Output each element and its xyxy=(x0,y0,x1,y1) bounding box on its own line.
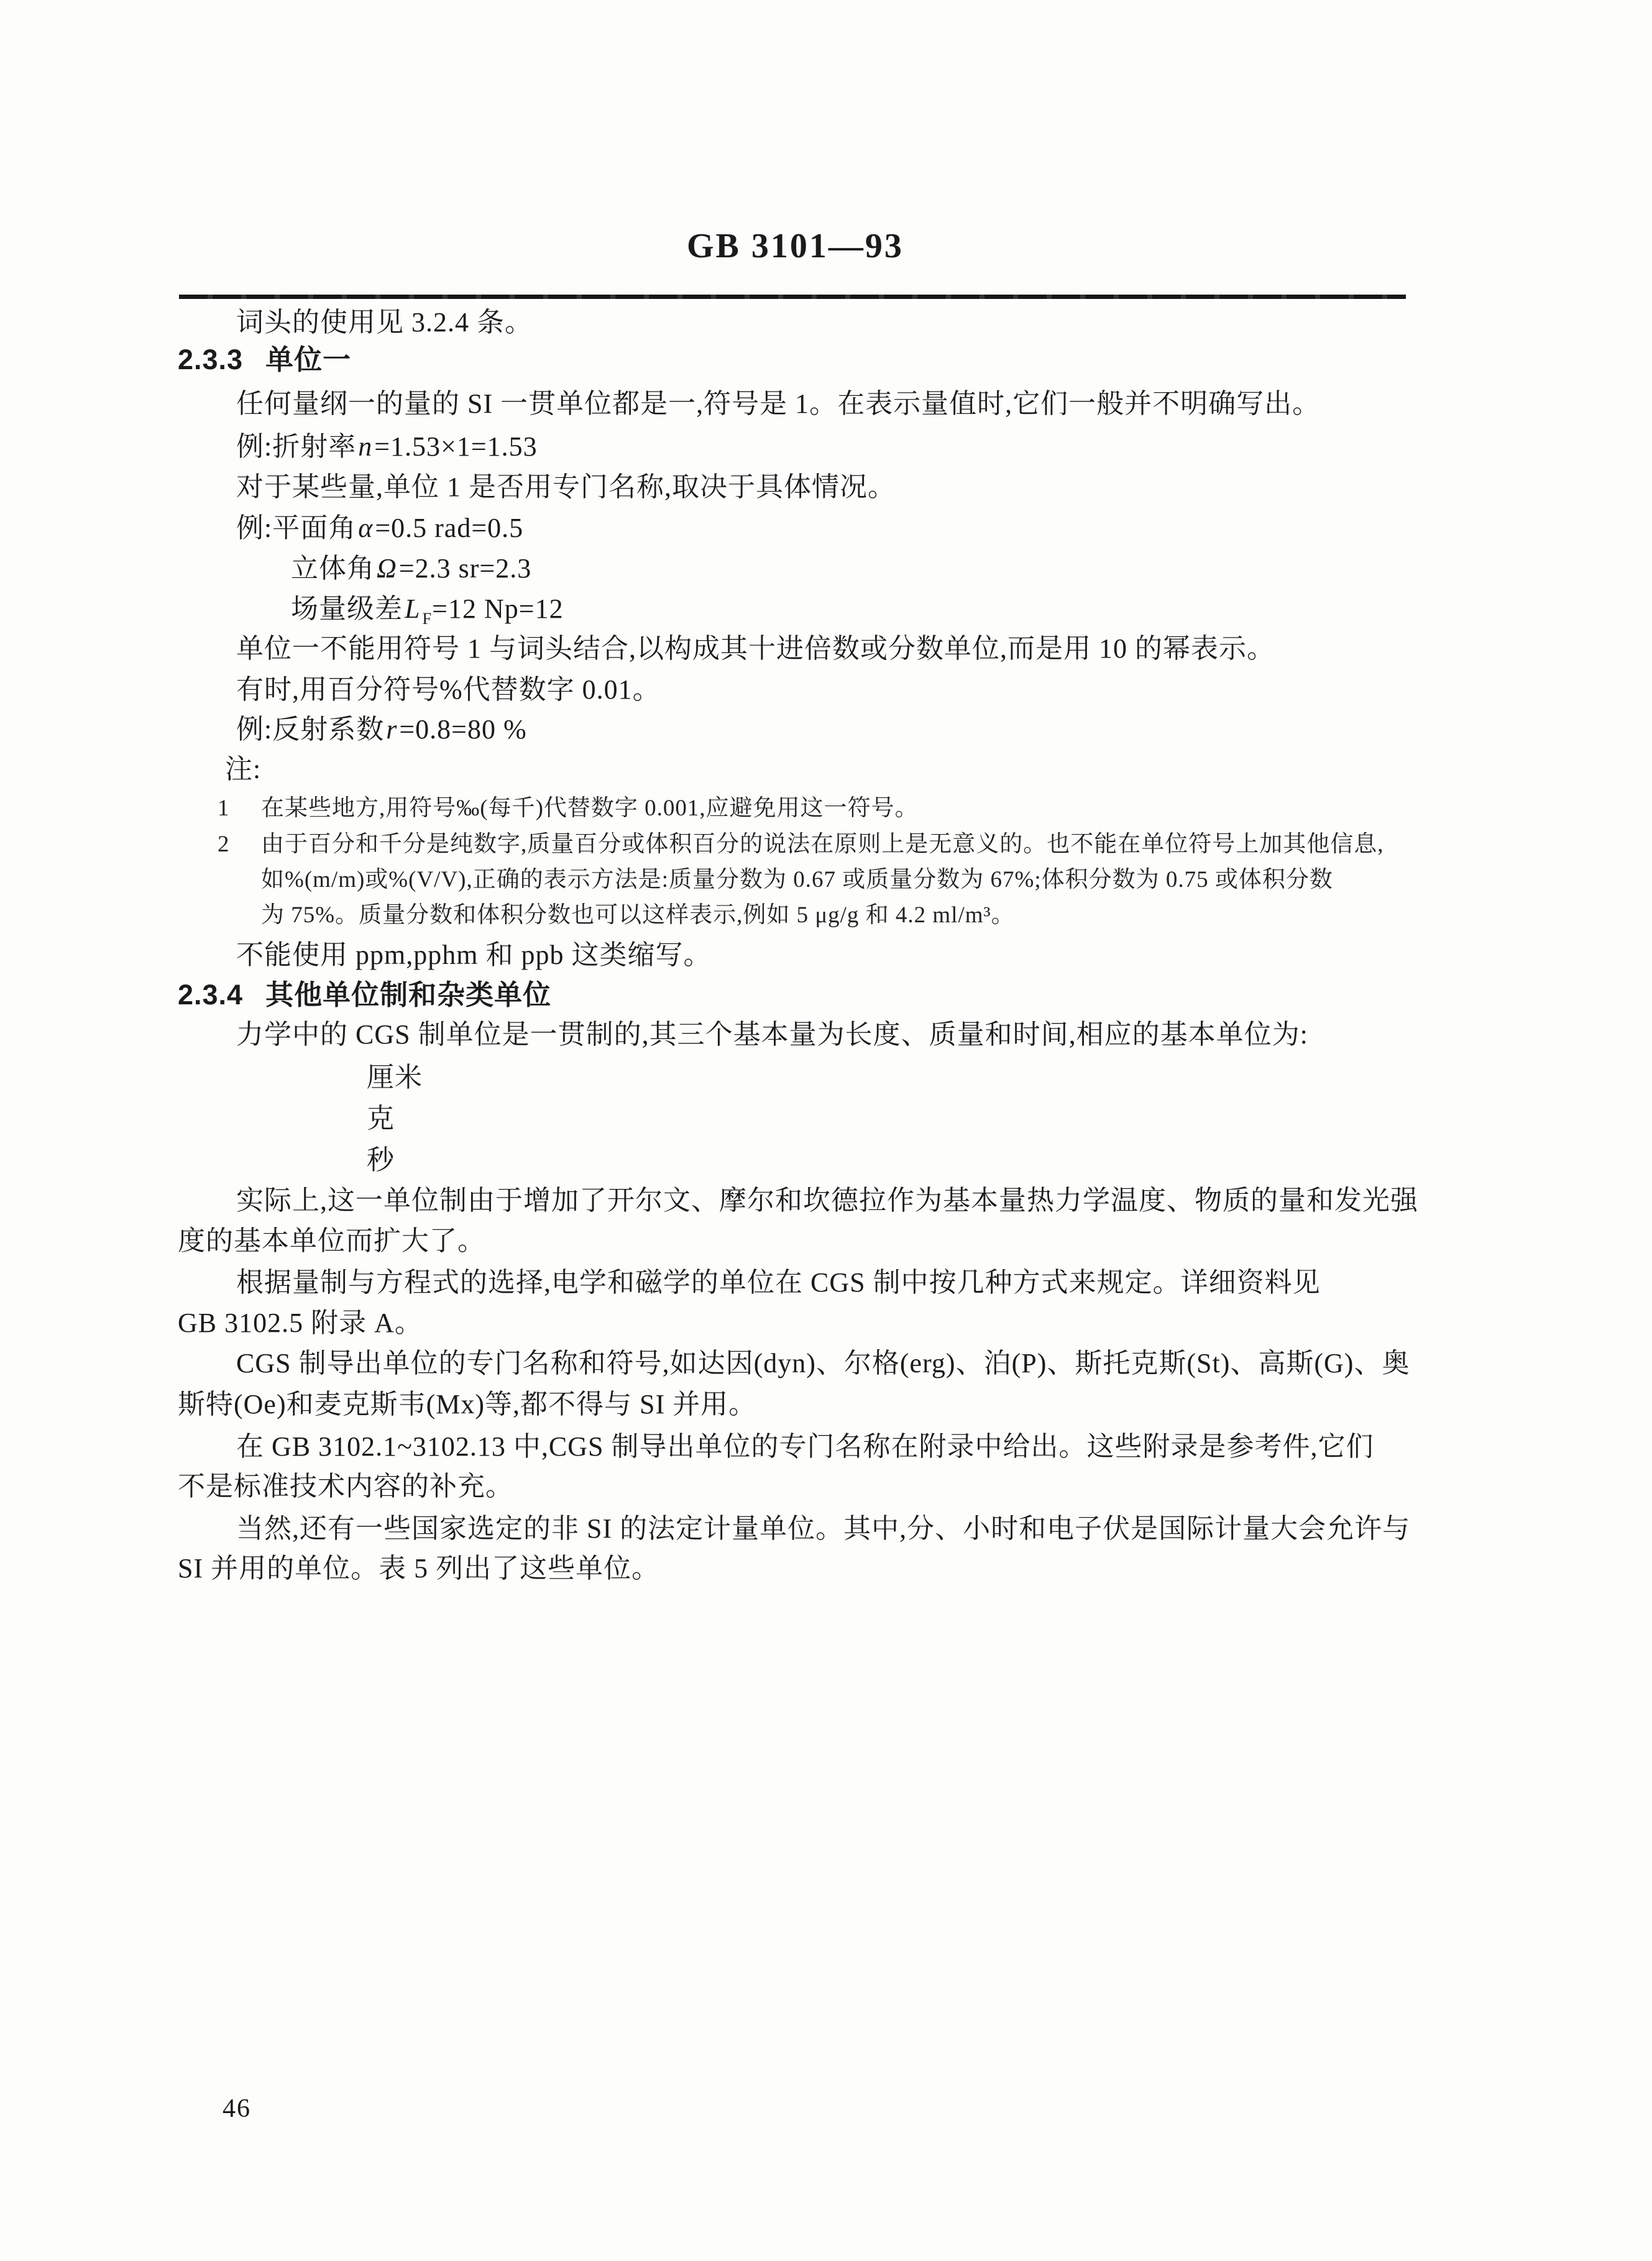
paragraph-percent-symbol: 有时,用百分符号%代替数字 0.01。 xyxy=(236,674,661,705)
note-1-number: 1 xyxy=(218,796,230,821)
variable-symbol: n xyxy=(358,431,373,462)
example-label: 例:平面角 xyxy=(236,513,357,543)
example-label: 例:折射率 xyxy=(236,431,357,462)
unit-second: 秒 xyxy=(367,1145,395,1175)
section-2-3-4-title: 其他单位制和杂类单位 xyxy=(265,979,552,1011)
intro-line: 词头的使用见 3.2.4 条。 xyxy=(236,307,533,337)
example-label: 例:反射系数 xyxy=(236,714,385,745)
example-value: =12 Np=12 xyxy=(432,594,564,624)
section-2-3-3-title: 单位一 xyxy=(265,344,352,375)
variable-symbol: r xyxy=(386,714,398,745)
paragraph-cgs-derived-line-1: CGS 制导出单位的专门名称和符号,如达因(dyn)、尔格(erg)、泊(P)、斯托克斯(St)、高斯(G)、奥 xyxy=(236,1348,1410,1378)
example-value: =2.3 sr=2.3 xyxy=(398,553,532,584)
note-1 xyxy=(218,797,919,820)
paragraph-extension-line-2: 度的基本单位而扩大了。 xyxy=(178,1226,485,1256)
notes-label: 注: xyxy=(225,754,262,784)
example-refractive-index xyxy=(236,433,538,461)
paragraph-non-si-line-2: SI 并用的单位。表 5 列出了这些单位。 xyxy=(178,1553,660,1584)
variable-subscript: F xyxy=(422,608,433,628)
standard-code-header: GB 3101—93 xyxy=(687,227,904,265)
paragraph-ppm-restriction: 不能使用 ppm,pphm 和 ppb 这类缩写。 xyxy=(236,940,712,970)
paragraph-unit-one: 任何量纲一的量的 SI 一贯单位都是一,符号是 1。在表示量值时,它们一般并不明确写出。 xyxy=(236,388,1321,419)
paragraph-annex-line-1: 在 GB 3102.1~3102.13 中,CGS 制导出单位的专门名称在附录中给出。这些附录是参考件,它们 xyxy=(236,1431,1374,1462)
paragraph-annex-line-2: 不是标准技术内容的补充。 xyxy=(178,1471,513,1502)
variable-symbol: Ω xyxy=(377,553,397,584)
paragraph-cgs-derived-line-2: 斯特(Oe)和麦克斯韦(Mx)等,都不得与 SI 并用。 xyxy=(178,1389,757,1419)
paragraph-em-units-line-1: 根据量制与方程式的选择,电学和磁学的单位在 CGS 制中按几种方式来规定。详细资料见 xyxy=(236,1267,1321,1298)
paragraph-cgs-intro: 力学中的 CGS 制单位是一贯制的,其三个基本量为长度、质量和时间,相应的基本单位为: xyxy=(236,1019,1308,1050)
example-field-level xyxy=(291,595,564,626)
example-label: 立体角 xyxy=(291,553,375,584)
section-2-3-3-heading xyxy=(178,346,351,374)
example-solid-angle xyxy=(291,555,531,582)
unit-centimetre: 厘米 xyxy=(367,1062,423,1093)
example-value: =0.5 rad=0.5 xyxy=(375,513,524,543)
page-number: 46 xyxy=(223,2094,251,2123)
note-2-line-2: 如%(m/m)或%(V/V),正确的表示方法是:质量分数为 0.67 或质量分数为 67%;体积分数为 0.75 或体积分数 xyxy=(261,867,1333,892)
section-2-3-4-heading xyxy=(178,981,551,1009)
section-2-3-4-number: 2.3.4 xyxy=(178,979,244,1011)
note-2-number: 2 xyxy=(218,832,230,857)
header-rule xyxy=(179,295,1406,299)
note-2-text: 由于百分和千分是纯数字,质量百分或体积百分的说法在原则上是无意义的。也不能在单位符号上加其他信息, xyxy=(261,832,1384,857)
unit-gram: 克 xyxy=(367,1103,395,1134)
paragraph-non-si-line-1: 当然,还有一些国家选定的非 SI 的法定计量单位。其中,分、小时和电子伏是国际计量大会允许与 xyxy=(236,1513,1411,1544)
example-reflection-coefficient xyxy=(236,716,527,743)
note-1-text: 在某些地方,用符号‰(每千)代替数字 0.001,应避免用这一符号。 xyxy=(261,796,919,821)
example-label: 场量级差 xyxy=(291,594,403,624)
paragraph-em-units-line-2: GB 3102.5 附录 A。 xyxy=(178,1308,423,1338)
paragraph-prefix-restriction: 单位一不能用符号 1 与词头结合,以构成其十进倍数或分数单位,而是用 10 的幂表示。 xyxy=(236,633,1275,664)
paragraph-extension-line-1: 实际上,这一单位制由于增加了开尔文、摩尔和坎德拉作为基本量热力学温度、物质的量和发光强 xyxy=(236,1185,1418,1216)
paragraph-special-names: 对于某些量,单位 1 是否用专门名称,取决于具体情况。 xyxy=(236,472,896,502)
variable-symbol: L xyxy=(405,594,421,624)
example-plane-angle xyxy=(236,515,523,542)
note-2-line-1 xyxy=(218,833,1384,856)
example-value: =0.8=80 % xyxy=(399,714,527,745)
note-2-line-3: 为 75%。质量分数和体积分数也可以这样表示,例如 5 μg/g 和 4.2 ml/m³。 xyxy=(261,902,1015,928)
section-2-3-3-number: 2.3.3 xyxy=(178,344,244,375)
variable-symbol: α xyxy=(358,513,374,543)
example-value: =1.53×1=1.53 xyxy=(374,431,538,462)
